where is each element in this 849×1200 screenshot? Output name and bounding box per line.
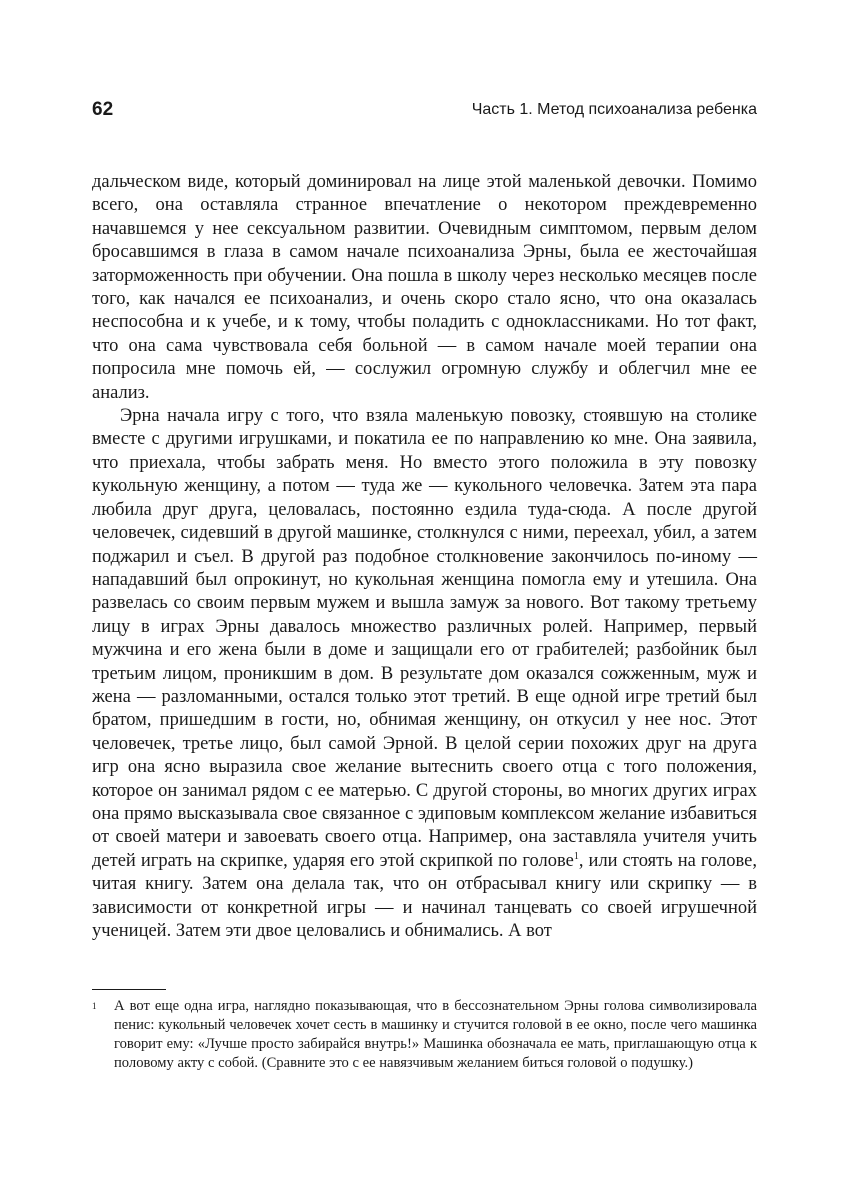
paragraph-1: дальческом виде, который доминировал на лице этой маленькой девочки. Помимо всего, она оставляла странное впечатление о некотором преждевременно начавшемся у нее сексуальном развитии. Очевидным симптомом, первым делом бросавшимся в глаза в самом начале психоанализа Эрны, была ее жесточайшая заторможенность при обучении. Она пошла в школу через несколько месяцев после того, как начался ее психоанализ, и очень скоро стало ясно, что она оказалась неспособна и к учебе, и к тому, чтобы поладить с одноклассниками. Но тот факт, что она сама чувствовала себя больной — в самом начале моей терапии она попросила мне помочь ей, — сослужил огромную службу и облегчил мне ее анализ.: [92, 172, 757, 403]
footnote: [92, 997, 757, 1073]
paragraph-2: [92, 405, 757, 943]
main-text: [92, 171, 757, 943]
footnote-reference[interactable]: 1: [573, 850, 579, 862]
footnote-mark: 1: [92, 1001, 97, 1011]
paragraph-2-continuation: , или стоять на голове, читая книгу. Затем она делала так, что он отбрасывал книгу или скрипку — в зависимости от конкретной игры — и начинал танцевать со своей игрушечной ученицей. Затем эти двое целовались и обнимались. А вот: [92, 850, 758, 941]
paragraph-2-text: Эрна начала игру с того, что взяла маленькую повозку, стоявшую на столике вместе с другими игрушками, и покатила ее по направлению ко мне. Она заявила, что приехала, чтобы забрать меня. Но вместо этого положила в эту повозку кукольную женщину, а потом — туда же — кукольного человечка. Затем эта пара любила друг друга, целовалась, постоянно ездила туда-сюда. А после другой человечек, сидевший в другой машинке, столкнулся с ними, переехал, убил, а затем поджарил и съел. В другой раз подобное столкновение закончилось по-иному — нападавший был опрокинут, но кукольная женщина помогла ему и утешила. Она развелась со своим первым мужем и вышла замуж за нового. Вот такому третьему лицу в играх Эрны давалось множество различных ролей. Например, первый мужчина и его жена были в доме и защищали его от грабителей; разбойник был третьим лицом, проникшим в дом. В результате дом оказался сожженным, муж и жена — разломанными, остался только этот третий. В еще одной игре третий был братом, пришедшим в гости, но, обнимая женщину, он откусил у нее нос. Этот человечек, третье лицо, был самой Эрной. В целой серии похожих друг на друга игр она ясно выразила свое желание вытеснить своего отца с того положения, которое он занимал рядом с ее матерью. С другой стороны, во многих других играх она прямо высказывала свое связанное с эдиповым комплексом желание избавиться от своей матери и завоевать своего отца. Например, она заставляла учителя учить детей играть на скрипке, ударяя его этой скрипкой по голове: [92, 406, 757, 871]
page-number: 62: [92, 99, 114, 120]
page-header: [92, 99, 757, 127]
footnote-text: А вот еще одна игра, наглядно показывающая, что в бессознательном Эрны голова символизировала пенис: кукольный человечек хочет сесть в машинку и стучится головой в ее окно, после чего машинка говорит ему: «Лучше просто забирайся внутрь!» Машинка обозначала ее мать, приглашающую отца к половому акту с собой. (Сравните это с ее навязчивым желанием биться головой о подушку.): [114, 998, 757, 1071]
footnote-divider: [92, 989, 166, 990]
running-title: Часть 1. Метод психоанализа ребенка: [471, 101, 757, 118]
